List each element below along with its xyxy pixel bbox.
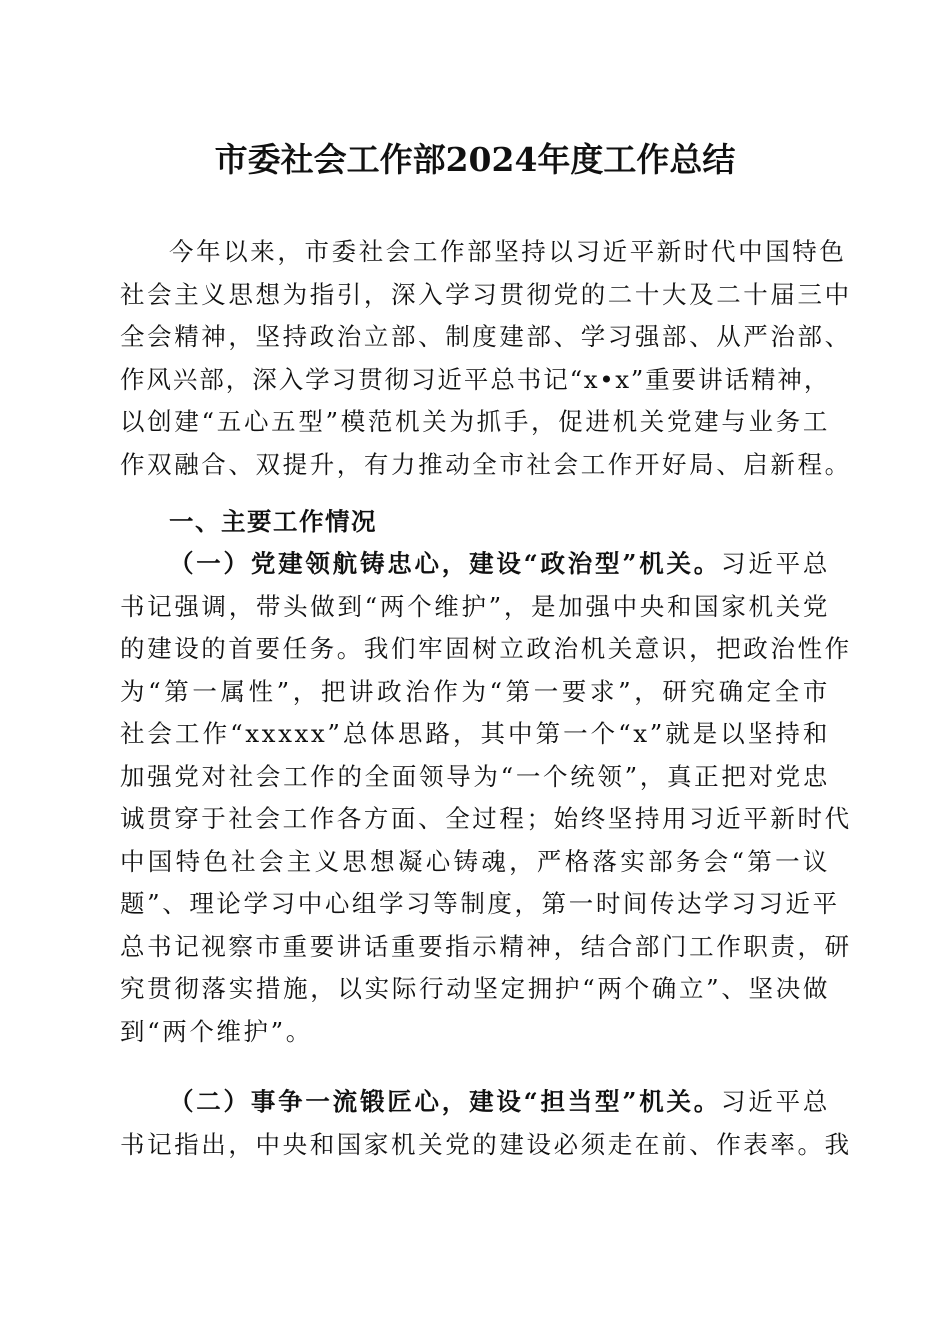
intro-line: 今年以来，市委社会工作部坚持以习近平新时代中国特色 [169, 237, 847, 266]
section-heading: 一、主要工作情况 [169, 507, 377, 536]
item-1-line: 到“两个维护”。 [120, 1016, 313, 1046]
document-title: 市委社会工作部2024年度工作总结 [214, 140, 736, 179]
item-1-line: 题”、理论学习中心组学习等制度，第一时间传达学习习近平 [120, 889, 840, 918]
item-1-title: （一）党建领航铸忠心，建设“政治型”机关。 [169, 549, 722, 578]
section-1 [120, 501, 830, 544]
item-2-line: 书记指出，中央和国家机关党的建设必须走在前、作表率。我 [120, 1129, 852, 1159]
item-1-first-rest: 习近平总 [721, 549, 830, 578]
item-1-line: 为“第一属性”，把讲政治作为“第一要求”，研究确定全市 [120, 676, 830, 706]
intro-line: 以创建“五心五型”模范机关为抓手，促进机关党建与业务工 [120, 407, 830, 436]
intro-paragraph [120, 231, 852, 486]
item-1-first-line [120, 543, 830, 586]
item-1-line: 的建设的首要任务。我们牢固树立政治机关意识，把政治性作 [120, 634, 852, 663]
item-2-title: （二）事争一流锻匠心，建设“担当型”机关。 [169, 1087, 722, 1116]
intro-line: 作双融合、双提升，有力推动全市社会工作开好局、启新程。 [120, 449, 852, 479]
item-1-line: 总书记视察市重要讲话重要指示精神，结合部门工作职责，研 [120, 931, 852, 961]
item-1-line: 书记强调，带头做到“两个维护”，是加强中央和国家机关党 [120, 591, 830, 621]
item-1-line: 究贯彻落实措施，以实际行动坚定拥护“两个确立”、坚决做 [120, 974, 830, 1003]
item-2-paragraph [120, 1081, 852, 1166]
item-2-first-rest: 习近平总 [721, 1087, 830, 1116]
item-1-line: 诚贯穿于社会工作各方面、全过程；始终坚持用习近平新时代 [120, 804, 852, 833]
item-1-line: 加强党对社会工作的全面领导为“一个统领”，真正把对党忠 [120, 761, 830, 791]
intro-line: 社会主义思想为指引，深入学习贯彻党的二十大及二十届三中 [120, 279, 852, 309]
intro-line: 作风兴部，深入学习贯彻习近平总书记“x•x”重要讲话精神， [120, 364, 830, 394]
item-1-line: 中国特色社会主义思想凝心铸魂，严格落实部务会“第一议 [120, 846, 830, 876]
item-1-paragraph [120, 543, 852, 1053]
item-1-line: 社会工作“xxxxx”总体思路，其中第一个“x”就是以坚持和 [120, 719, 830, 748]
item-2-first-line [120, 1081, 830, 1124]
intro-line: 全会精神，坚持政治立部、制度建部、学习强部、从严治部、 [120, 322, 852, 351]
